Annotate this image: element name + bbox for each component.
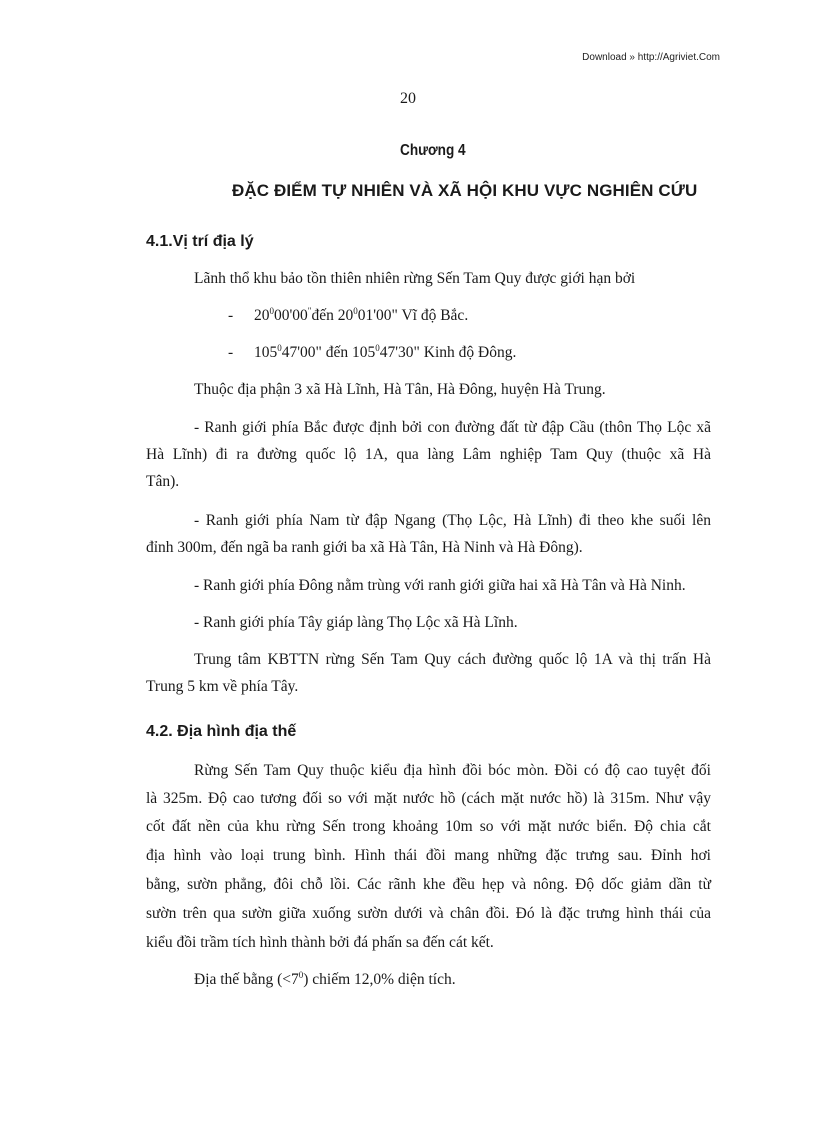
north-boundary-line: Hà Lĩnh) đi ra đường quốc lộ 1A, qua làng Lâm nghiệp Tam Quy (thuộc xã Hà <box>146 446 711 463</box>
longitude-range: $105^047'00$" đến $105^047'30$" Kinh độ Đông. <box>254 343 517 361</box>
terrain-paragraph-line: Rừng Sến Tam Quy thuộc kiểu địa hình đồi bóc mòn. Đồi có độ cao tuyệt đối <box>194 762 711 779</box>
slope-paragraph: Địa thế bằng $(<7^0)$ chiếm 12,0% diện tích. <box>194 970 456 988</box>
terrain-paragraph-line: địa hình vào loại trung bình. Hình thái đồi mang những đặc trưng sau. Đỉnh hơi <box>146 847 711 864</box>
north-boundary-line: Tân). <box>146 473 180 490</box>
center-paragraph-line: Trung 5 km về phía Tây. <box>146 678 299 695</box>
terrain-paragraph-line: là 325m. Độ cao tương đối so với mặt nước hồ (cách mặt nước hồ) là 315m. Như vậy <box>146 790 711 807</box>
chapter-title: ĐẶC ĐIỂM TỰ NHIÊN VÀ XÃ HỘI KHU VỰC NGHIÊN CỨU <box>232 181 698 200</box>
south-boundary-line: đỉnh 300m, đến ngã ba ranh giới ba xã Hà Tân, Hà Ninh và Hà Đông). <box>146 539 583 556</box>
terrain-paragraph-line: bằng, sườn phẳng, đôi chỗ lồi. Các rãnh khe đều hẹp và nông. Độ dốc giảm dần từ <box>146 876 711 893</box>
west-boundary: - Ranh giới phía Tây giáp làng Thọ Lộc xã Hà Lĩnh. <box>194 614 518 631</box>
bullet-dash: - <box>228 307 234 324</box>
bullet-dash: - <box>228 344 234 361</box>
chapter-label: Chương 4 <box>400 142 466 159</box>
section-heading-4-1: 4.1.Vị trí địa lý <box>146 233 254 250</box>
download-link[interactable]: Download » http://Agriviet.Com <box>582 52 720 63</box>
north-boundary-line: - Ranh giới phía Bắc được định bởi con đường đất từ đập Cầu (thôn Thọ Lộc xã <box>194 419 711 436</box>
center-paragraph-line: Trung tâm KBTTN rừng Sến Tam Quy cách đường quốc lộ 1A và thị trấn Hà <box>194 651 711 668</box>
intro-paragraph: Lãnh thổ khu bảo tồn thiên nhiên rừng Sến Tam Quy được giới hạn bởi <box>194 270 636 287</box>
terrain-paragraph-line: cốt đất nền của khu rừng Sến trong khoảng 10m so với mặt nước biển. Độ chia cắt <box>146 818 711 835</box>
latitude-range: $20^000'00^"đến$ $20^001'00$" Vĩ độ Bắc. <box>254 306 469 324</box>
east-boundary: - Ranh giới phía Đông nằm trùng với ranh giới giữa hai xã Hà Tân và Hà Ninh. <box>194 577 686 594</box>
commune-paragraph: Thuộc địa phận 3 xã Hà Lĩnh, Hà Tân, Hà Đông, huyện Hà Trung. <box>194 381 606 398</box>
terrain-paragraph-line: kiểu đồi trầm tích hình thành bởi đá phấn sa đến cát kết. <box>146 934 494 951</box>
terrain-paragraph-line: sườn trên qua sườn giữa xuống sườn dưới và chân đồi. Đó là đặc trưng hình thái của <box>146 905 711 922</box>
south-boundary-line: - Ranh giới phía Nam từ đập Ngang (Thọ Lộc, Hà Lĩnh) đi theo khe suối lên <box>194 512 711 529</box>
section-heading-4-2: 4.2. Địa hình địa thế <box>146 723 297 740</box>
page-number: 20 <box>400 90 416 107</box>
